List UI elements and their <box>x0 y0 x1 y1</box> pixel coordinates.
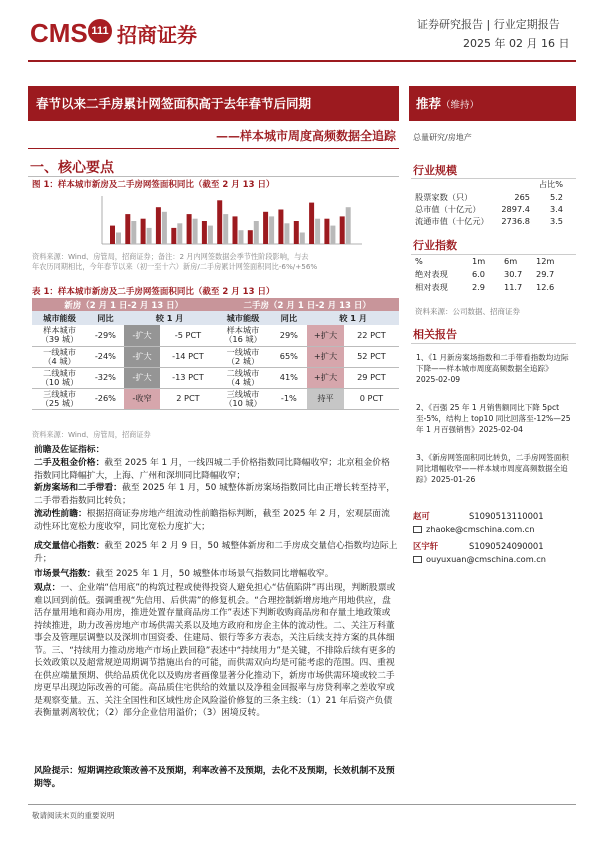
bar-series-1 <box>248 230 253 244</box>
bar-series-1 <box>233 216 238 244</box>
logo-cms: CMS <box>30 18 88 48</box>
paragraph <box>34 568 398 581</box>
perf-value: 11.7 <box>504 282 523 292</box>
bar-series-2 <box>147 228 152 244</box>
bar-series-2 <box>223 214 228 244</box>
perf-value: 2.9 <box>472 282 486 292</box>
bar-series-1 <box>171 228 176 244</box>
stat-v1: 2736.8 <box>501 216 530 226</box>
analyst-name: 赵可 <box>413 511 430 521</box>
bar-series-2 <box>346 207 351 244</box>
paragraph <box>34 540 398 565</box>
paragraph-lead: 二手及租金价格： <box>34 458 105 468</box>
perf-row <box>415 282 575 293</box>
table-row <box>32 325 399 346</box>
trend-cell: +扩大 <box>307 325 344 346</box>
trend-cell: 持平 <box>307 388 344 409</box>
report-date: 2025 年 02 月 16 日 <box>463 37 570 50</box>
analyst-email-row <box>413 524 534 534</box>
table-header-row <box>32 311 399 325</box>
perf-header: % 1m 6m 12m <box>415 256 555 266</box>
figure-note: 年农历同期相比，今年春节以来（初一至十六）新房/二手房累计网签面积同比-6%/+56% <box>32 262 318 271</box>
city-level-cell: 样本城市 （16 城） <box>215 325 270 346</box>
analyst-id: S1090513110001 <box>469 511 544 521</box>
bar-series-1 <box>187 214 192 244</box>
bar-series-1 <box>324 219 329 244</box>
analyst-id: S1090524090001 <box>469 541 544 551</box>
bar-series-2 <box>162 212 167 244</box>
stat-v2: 3.5 <box>549 216 563 226</box>
yoy-cell: 41% <box>271 367 308 388</box>
col-vs: 较 1 月 <box>307 311 399 325</box>
bar-series-1 <box>141 219 146 244</box>
bar-series-2 <box>193 219 198 244</box>
col-yoy: 同比 <box>271 311 308 325</box>
perf-row <box>415 269 575 280</box>
trend-cell: -扩大 <box>124 367 161 388</box>
perf-label: 绝对表现 <box>415 269 448 279</box>
header-divider <box>28 60 576 62</box>
analyst-email-row <box>413 554 546 564</box>
related-report-item[interactable]: 1、《1 月新房案场指数和二手带看指数均边际下降——样本城市周度高频数据全追踪》2025-02-09 <box>416 353 569 384</box>
trend-cell: +扩大 <box>307 367 344 388</box>
bar-series-2 <box>254 221 259 244</box>
report-type: 证券研究报告 | 行业定期报告 <box>417 18 560 31</box>
table-caption: 表 1：样本城市新房及二手房网签面积同比（截至 2 月 13 日） <box>32 287 275 297</box>
stat-row <box>415 204 575 215</box>
bar-series-2 <box>239 230 244 244</box>
related-report-item[interactable]: 3、《新房网签面积同比转负，二手房网签面积同比增幅收窄——样本城市周度高频数据全追踪》2025-01-26 <box>416 453 569 484</box>
subtitle-divider <box>28 148 399 149</box>
perf-label: 相对表现 <box>415 282 448 292</box>
vs-cell: -13 PCT <box>160 367 215 388</box>
vs-cell: 52 PCT <box>344 346 399 367</box>
stat-k: 股票家数（只） <box>415 192 473 202</box>
vs-cell: 2 PCT <box>160 388 215 409</box>
related-report-item[interactable]: 2、《百强 25 年 1 月销售额同比下降 5pct 至-5%，结构上 top10 同比回落至-12%—25 年 1 月百强销售》2025-02-04 <box>416 403 571 434</box>
bar-series-2 <box>269 216 274 244</box>
bar-series-1 <box>125 214 130 244</box>
trend-cell: -扩大 <box>124 325 161 346</box>
col-yoy: 同比 <box>87 311 124 325</box>
bar-series-2 <box>116 233 121 245</box>
paragraph-lead: 新房案场和二手带看： <box>34 483 122 493</box>
figure-source: 资料来源：Wind、房管局，招商证券；备注：2 月内网签数据会季节性阶段影响，与去 <box>32 252 309 261</box>
paragraph <box>34 765 398 790</box>
trend-cell: -收窄 <box>124 388 161 409</box>
bar-series-2 <box>315 219 320 244</box>
col-vs: 较 1 月 <box>124 311 216 325</box>
logo-mark-icon: 111 <box>88 19 112 43</box>
group-new: 新房（2 月 1 日-2 月 13 日） <box>32 298 215 311</box>
analyst-row <box>413 510 544 522</box>
stat-row <box>415 192 575 203</box>
bar-series-1 <box>217 200 222 244</box>
rating-sub: （维持） <box>441 100 480 111</box>
paragraph-lead: 风险提示： <box>34 766 78 776</box>
stat-header: 占比% <box>538 179 563 189</box>
report-subtitle: ——样本城市周度高频数据全追踪 <box>215 129 396 143</box>
stat-k: 流通市值（十亿元） <box>415 216 489 226</box>
yoy-cell: 29% <box>271 325 308 346</box>
yoy-cell: -32% <box>87 367 124 388</box>
footer-note: 敬请阅读末页的重要说明 <box>32 811 115 820</box>
industry-index-heading: 行业指数 <box>413 239 457 252</box>
paragraph-lead: 市场景气指数： <box>34 569 96 579</box>
stat-k: 总市值（十亿元） <box>415 204 481 214</box>
paragraph-lead: 观点： <box>34 583 61 593</box>
stat-v2: 5.2 <box>549 192 563 202</box>
paragraph-text: 截至 2025 年 1 月，50 城整体新房案场指数同比由正增长转至持平，二手带看指数同比转负； <box>34 483 396 506</box>
stat-v1: 2897.4 <box>501 204 530 214</box>
yoy-cell: -24% <box>87 346 124 367</box>
paragraph <box>34 457 398 482</box>
paragraph-text: 一、企业端“信用底”的构筑过程或使得投资人避免担心“估值陷阱”再出现，判断股票或难以回到前低。强调重视“先信用、后供需”的修复机会。“合理控制新增房地产用地供应，盘活存量用地和商办用房，推进处置存量商品房工作”表述下判断收购商品房和存量土地政策或持续推进，助力改善房地产市场供需关系以及地方政府和房企主体的流动性。二、关注万科董事会及管理层调整以及深圳市国资委、住建局、银行等多方表态，关注后续支持方案的具体细节。三、“持续用力推动房地产市场止跌回稳”表述中“持续用力”是关键，不排除后续有更多的长效政策以及超常规逆周期调节措施出台的可能，而供需双向均是可能考虑的范围。四、重视在供应端量预期、供给品质优化以及购房者画像显著分化推动下，新房市场供需环境或较二手房更早出现边际改善的可能。高品质住宅供给的效量以及净租金回报率与房贷利率之差收窄或是观察变量。五、关注全国性和区域性房企风险溢价修复的三条主线：（1）21 年后资产负债表衡量剥离较优；（2）部分企业信用溢价；（3）困境反转。 <box>34 583 396 718</box>
bar-series-2 <box>177 223 182 244</box>
perf-source: 资料来源：公司数据、招商证券 <box>415 307 520 316</box>
trend-cell: +扩大 <box>307 346 344 367</box>
city-level-cell: 一线城市 （2 城） <box>215 346 270 367</box>
paragraph <box>34 582 398 720</box>
related-reports-heading: 相关报告 <box>413 328 457 341</box>
bar-series-2 <box>300 233 305 245</box>
bar-series-1 <box>294 221 299 244</box>
yoy-cell: 65% <box>271 346 308 367</box>
analyst-name: 区宇轩 <box>413 541 439 551</box>
bar-series-1 <box>263 212 268 244</box>
right-divider <box>411 254 576 255</box>
bar-chart <box>32 192 397 250</box>
mail-icon <box>413 556 422 563</box>
perf-value: 29.7 <box>536 269 555 279</box>
rating-label: 推荐 <box>416 96 442 111</box>
col-level: 城市能级 <box>32 311 87 325</box>
bar-series-1 <box>156 207 161 244</box>
yoy-cell: -26% <box>87 388 124 409</box>
figure-caption: 图 1：样本城市新房及二手房网签面积同比（截至 2 月 13 日） <box>32 180 275 190</box>
table-group-row <box>32 298 399 311</box>
bar-series-1 <box>110 226 115 244</box>
vs-cell: 29 PCT <box>344 367 399 388</box>
table-row <box>32 346 399 367</box>
section-heading: 一、核心要点 <box>30 160 114 176</box>
footer-divider <box>28 804 576 805</box>
bar-series-1 <box>278 210 283 245</box>
perf-value: 6.0 <box>472 269 486 279</box>
analyst-email[interactable]: zhaoke@cmschina.com.cn <box>426 524 535 534</box>
sector-label: 总量研究/房地产 <box>413 133 472 142</box>
bar-series-2 <box>208 226 213 244</box>
vs-cell: 22 PCT <box>344 325 399 346</box>
paragraph-lead: 成交量信心指数： <box>34 541 105 551</box>
vs-cell: 0 PCT <box>344 388 399 409</box>
city-level-cell: 一线城市 （4 城） <box>32 346 87 367</box>
analyst-row <box>413 540 544 552</box>
vs-cell: -14 PCT <box>160 346 215 367</box>
report-title: 春节以来二手房累计网签面积高于去年春节后同期 <box>28 86 399 121</box>
mail-icon <box>413 526 422 533</box>
paragraph <box>34 508 398 533</box>
section-divider <box>28 176 399 177</box>
vs-cell: -5 PCT <box>160 325 215 346</box>
city-level-cell: 三线城市 （10 城） <box>215 388 270 409</box>
bar-series-1 <box>309 203 314 244</box>
perf-value: 30.7 <box>504 269 523 279</box>
bar-series-1 <box>340 216 345 244</box>
yoy-cell: -29% <box>87 325 124 346</box>
perf-value: 12.6 <box>536 282 555 292</box>
bar-series-2 <box>330 226 335 244</box>
stat-row <box>415 216 575 227</box>
industry-scale-heading: 行业规模 <box>413 164 457 177</box>
col-level: 城市能级 <box>215 311 270 325</box>
logo-chinese: 招商证券 <box>117 23 197 47</box>
paragraph-lead: 流动性前瞻： <box>34 509 87 519</box>
paragraph-text: 截至 2025 年 1 月，一线四城二手价格指数同比降幅收窄；北京租金价格指数同比降幅扩大，上海、广州和深圳同比降幅收窄； <box>34 458 390 481</box>
city-level-cell: 样本城市 （39 城） <box>32 325 87 346</box>
analyst-email[interactable]: ouyuxuan@cmschina.com.cn <box>426 554 546 564</box>
paragraph-text: 根据招商证券房地产组流动性前瞻指标判断，截至 2025 年 2 月，宏观层面流动性环比宽松力度收窄，同比宽松力度扩大； <box>34 509 390 532</box>
paragraph <box>34 482 398 507</box>
yoy-cell: -1% <box>271 388 308 409</box>
table-row <box>32 388 399 409</box>
bar-series-2 <box>284 223 289 244</box>
trend-cell: -扩大 <box>124 346 161 367</box>
data-table <box>32 298 399 410</box>
paragraph-text: 截至 2025 年 2 月 9 日，50 城整体新房和二手房成交量信心指数均边际上升； <box>34 541 398 564</box>
city-level-cell: 三线城市 （25 城） <box>32 388 87 409</box>
rating-banner <box>409 86 576 121</box>
stat-v2: 3.4 <box>549 204 563 214</box>
group-second: 二手房（2 月 1 日-2 月 13 日） <box>215 298 399 311</box>
paragraph-text: 短期调控政策改善不及预期，利率改善不及预期，去化不及预期，长效机制不及预期等。 <box>34 766 395 789</box>
paragraph-text: 截至 2025 年 1 月，50 城整体市场景气指数同比增幅收窄。 <box>95 569 334 579</box>
table-row <box>32 367 399 388</box>
table-source: 资料来源：Wind、房管局，招商证券 <box>32 430 151 439</box>
bar-series-1 <box>202 221 207 244</box>
bar-series-2 <box>131 221 136 244</box>
city-level-cell: 二线城市 （10 城） <box>32 367 87 388</box>
body-heading: 前瞻及佐证指标： <box>34 445 105 455</box>
city-level-cell: 二线城市 （4 城） <box>215 367 270 388</box>
stat-v1: 265 <box>514 192 530 202</box>
right-divider <box>411 343 576 344</box>
